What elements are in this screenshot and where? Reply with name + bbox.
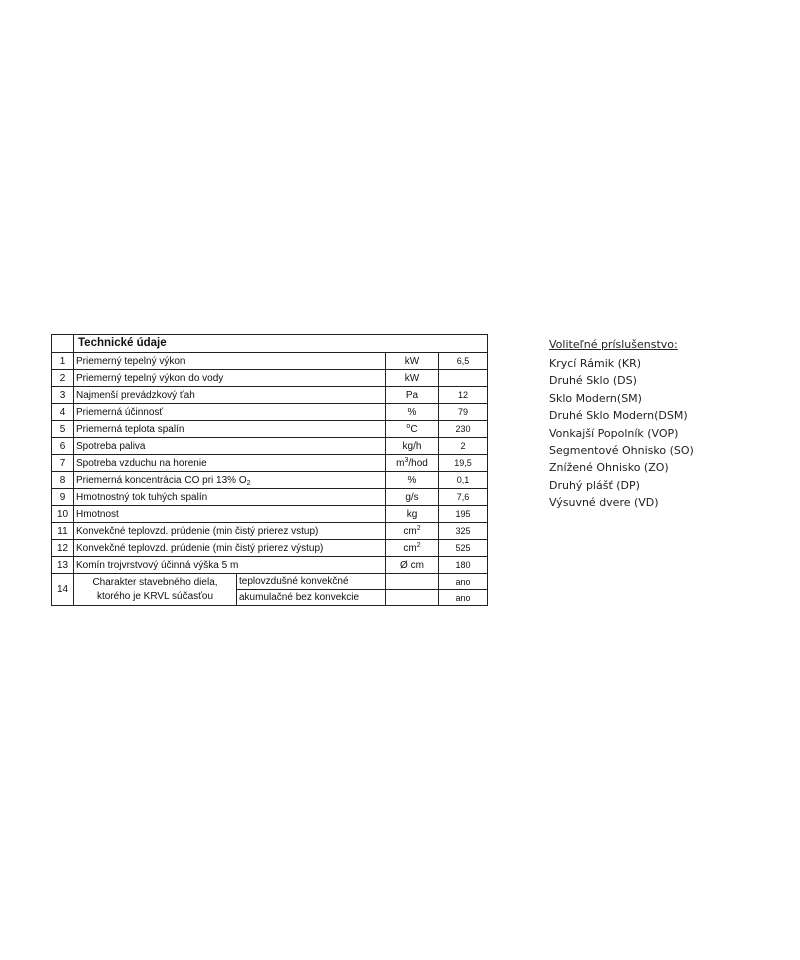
unit-superscript: o [406,422,411,430]
row-unit: kW [386,370,439,387]
unit-superscript: 2 [416,541,421,549]
row-value: 525 [439,540,488,557]
row-number: 3 [52,387,74,404]
row-value: 7,6 [439,489,488,506]
row-label: Priemerná teplota spalín [74,421,386,438]
table-row [52,557,488,574]
row-value: 12 [439,387,488,404]
table-row [52,489,488,506]
row-value [439,370,488,387]
table-row [52,540,488,557]
row-value: 0,1 [439,472,488,489]
row-label: Spotreba vzduchu na horenie [74,455,386,472]
row-label: Priemerná účinnosť [74,404,386,421]
row-number: 14 [52,574,74,606]
row-label-line: ktorého je KRVL súčasťou [96,590,214,602]
row-unit: g/s [386,489,439,506]
row-number: 1 [52,353,74,370]
row-value: 6,5 [439,353,488,370]
row-value: 19,5 [439,455,488,472]
list-item: Druhé Sklo (DS) [549,374,637,388]
row-unit: Ø cm [386,557,439,574]
table-row [52,574,488,590]
row-unit: % [386,404,439,421]
list-item: Druhé Sklo Modern(DSM) [549,409,688,423]
row-number: 5 [52,421,74,438]
row-label: Konvekčné teplovzd. prúdenie (min čistý prierez výstup) [74,540,386,557]
list-item: Segmentové Ohnisko (SO) [549,443,694,457]
list-item: Znížené Ohnisko (ZO) [549,461,669,475]
row-label: Priemerný tepelný výkon do vody [74,370,386,387]
row-value: 2 [439,438,488,455]
row-label: Komín trojvrstvový účinná výška 5 m [74,557,386,574]
row-value: 180 [439,557,488,574]
row-unit [386,574,439,590]
row-number: 8 [52,472,74,489]
unit-superscript: 2 [416,524,421,532]
row-number: 10 [52,506,74,523]
list-item: Vonkajší Popolník (VOP) [549,426,679,440]
technical-data-table [51,334,488,606]
row-label: Priemerný tepelný výkon [74,353,386,370]
row-number: 9 [52,489,74,506]
table-row [52,438,488,455]
row-unit [386,590,439,606]
table-row [52,353,488,370]
row-value: 325 [439,523,488,540]
list-item: Výsuvné dvere (VD) [549,496,659,510]
unit-text: C [410,423,418,435]
row-label: Hmotnostný tok tuhých spalín [74,489,386,506]
table-row [52,506,488,523]
list-item: Krycí Rámik (KR) [549,357,642,370]
unit-superscript: 3 [404,456,409,464]
row-unit [386,523,439,540]
unit-text: cm [403,525,417,537]
row-value: ano [439,574,488,590]
row-label: Spotreba paliva [74,438,386,455]
row-value: 195 [439,506,488,523]
optional-accessories-list [549,337,694,512]
table-title: Technické údaje [74,335,488,353]
accessories-title: Voliteľné príslušenstvo: [549,338,678,351]
table-header-row [52,335,488,353]
unit-text: /hod [408,457,428,469]
row-label [74,472,386,489]
row-label-line: Charakter stavebného diela, [92,576,218,588]
row-number: 7 [52,455,74,472]
table-row [52,404,488,421]
row-unit: % [386,472,439,489]
label-subscript: 2 [246,479,251,487]
row-unit: kg [386,506,439,523]
row-unit: kg/h [386,438,439,455]
list-item: Druhý plášť (DP) [549,478,640,492]
row-label: Konvekčné teplovzd. prúdenie (min čistý prierez vstup) [74,523,386,540]
table-row [52,455,488,472]
table-row [52,523,488,540]
unit-prefix: m [396,457,405,469]
row-unit [386,455,439,472]
table-row [52,370,488,387]
row-label: Najmenší prevádzkový ťah [74,387,386,404]
option-label: teplovzdušné konvekčné [237,574,386,590]
row-unit [386,421,439,438]
row-value: 230 [439,421,488,438]
table-row [52,421,488,438]
row-number: 11 [52,523,74,540]
row-value: ano [439,590,488,606]
table-row [52,387,488,404]
unit-text: cm [403,542,417,554]
row-value: 79 [439,404,488,421]
row-label [74,574,237,606]
row-number: 6 [52,438,74,455]
row-unit: kW [386,353,439,370]
row-unit [386,540,439,557]
row-number: 4 [52,404,74,421]
label-text: Priemerná koncentrácia CO pri 13% O [76,474,247,486]
list-item: Sklo Modern(SM) [549,391,642,405]
row-number: 12 [52,540,74,557]
row-number: 13 [52,557,74,574]
row-unit: Pa [386,387,439,404]
table-row [52,472,488,489]
option-label: akumulačné bez konvekcie [237,590,386,606]
header-num-cell [52,335,74,353]
row-number: 2 [52,370,74,387]
row-label: Hmotnost [74,506,386,523]
